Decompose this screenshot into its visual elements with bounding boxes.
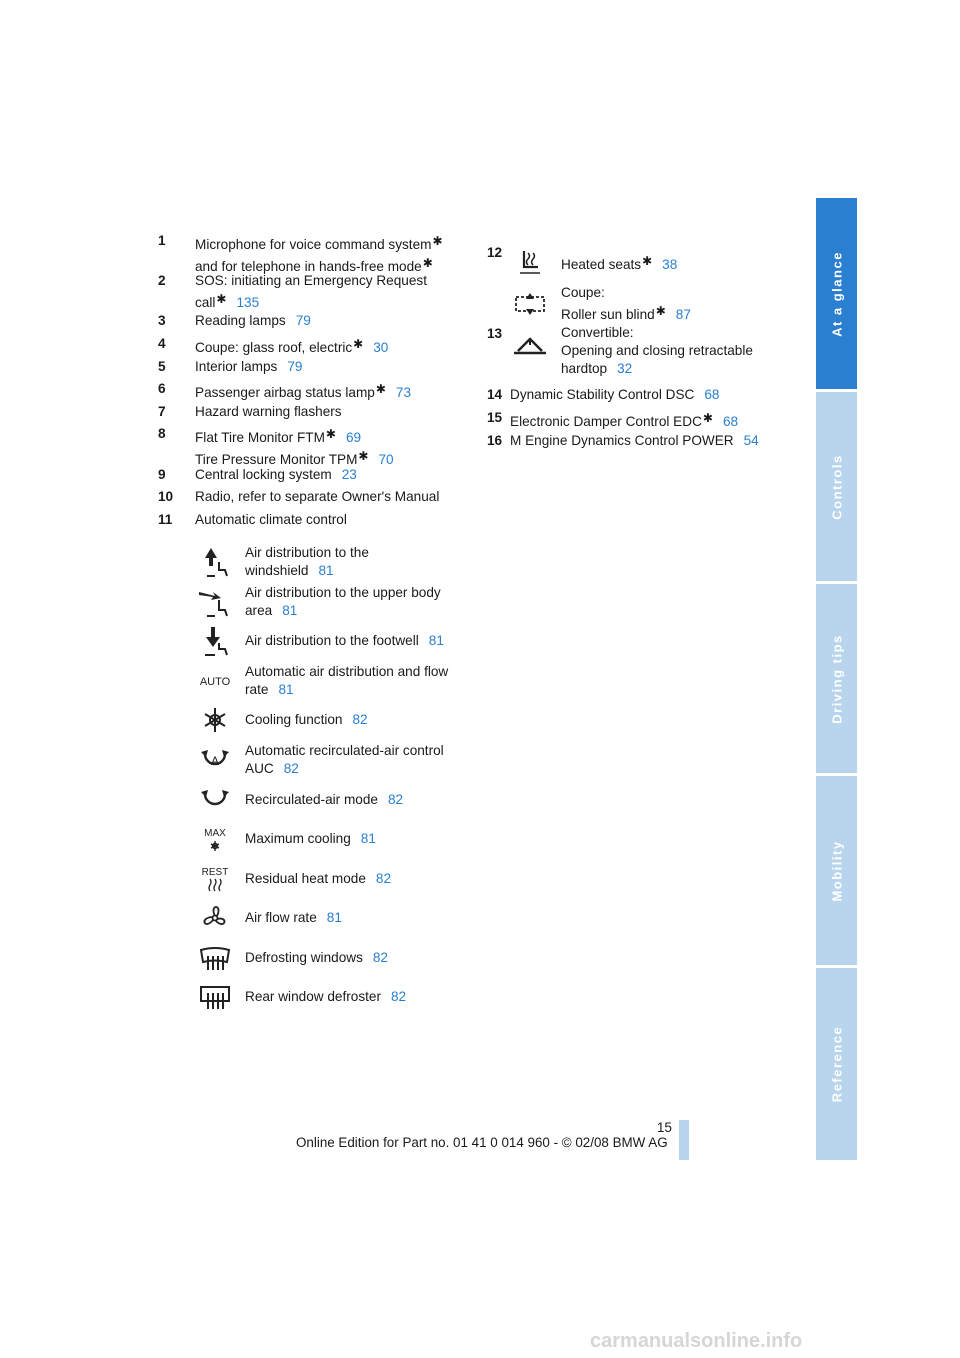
climate-row xyxy=(197,662,467,700)
climate-text: Automatic recirculated-air control xyxy=(245,743,444,758)
list-item xyxy=(158,511,478,529)
watermark: carmanualsonline.info xyxy=(590,1330,803,1352)
list-item xyxy=(158,403,478,421)
climate-text: Rear window defroster xyxy=(245,989,381,1004)
page-ref-link[interactable]: 81 xyxy=(278,682,294,697)
climate-description xyxy=(245,830,470,848)
climate-description xyxy=(245,711,470,729)
page-ref-link[interactable]: 82 xyxy=(283,761,299,776)
climate-text: Cooling function xyxy=(245,712,343,727)
fan-icon xyxy=(197,902,233,934)
climate-text-line xyxy=(245,663,470,681)
climate-description xyxy=(245,791,470,809)
page-ref-link[interactable]: 68 xyxy=(704,387,720,402)
climate-text-line xyxy=(245,830,470,848)
option-star: ✱ xyxy=(642,254,653,268)
item-text-line xyxy=(158,272,478,290)
footer-text: Online Edition for Part no. 01 41 0 014 960 - © 02/08 BMW AG xyxy=(296,1135,668,1150)
climate-text: area xyxy=(245,603,273,618)
list-item xyxy=(158,380,478,402)
climate-text-line xyxy=(245,584,470,602)
page-ref-link[interactable]: 69 xyxy=(345,430,362,445)
item-number: 13 xyxy=(487,326,503,341)
climate-text-line xyxy=(245,988,470,1006)
climate-text-line xyxy=(245,632,470,650)
page-ref-link[interactable]: 81 xyxy=(318,563,334,578)
item-number: 6 xyxy=(158,381,166,396)
item-number: 7 xyxy=(158,404,166,419)
item-text: Passenger airbag status lamp xyxy=(195,385,375,400)
item-text-line xyxy=(487,409,787,431)
item-text: Tire Pressure Monitor TPM xyxy=(195,452,358,467)
item-text: call xyxy=(195,295,216,310)
climate-row xyxy=(197,622,467,660)
list-item xyxy=(158,466,478,484)
svg-text:REST: REST xyxy=(201,867,229,878)
item-text-line xyxy=(487,432,787,450)
page-ref-link[interactable]: 81 xyxy=(326,910,342,925)
page-ref-link[interactable]: 82 xyxy=(387,792,404,807)
list-item xyxy=(487,386,787,404)
item-text-line xyxy=(158,466,478,484)
item-text: Interior lamps xyxy=(195,359,278,374)
item-text: Flat Tire Monitor FTM xyxy=(195,430,325,445)
tab-controls[interactable]: Controls xyxy=(816,392,857,581)
page-ref-link[interactable]: 54 xyxy=(743,433,759,448)
page-ref-link[interactable]: 87 xyxy=(675,307,691,322)
roller-blind-label: Roller sun blind xyxy=(561,307,655,322)
list-item xyxy=(158,358,478,376)
item-number: 9 xyxy=(158,467,166,482)
climate-text-line xyxy=(245,791,470,809)
item-number: 16 xyxy=(487,433,503,448)
list-item xyxy=(158,232,478,276)
item-text-line xyxy=(158,403,478,421)
list-item xyxy=(487,409,787,431)
option-star: ✱ xyxy=(353,337,364,351)
climate-text: Maximum cooling xyxy=(245,831,351,846)
climate-row xyxy=(197,978,467,1016)
climate-description xyxy=(245,988,470,1006)
item-number: 11 xyxy=(158,512,173,527)
snowflake-icon xyxy=(197,704,233,736)
item-text: Radio, refer to separate Owner's Manual xyxy=(195,489,440,504)
sun-blind-icon xyxy=(513,289,547,317)
climate-text-line xyxy=(245,711,470,729)
item-number: 12 xyxy=(487,245,503,260)
climate-text-line xyxy=(245,681,470,699)
climate-row xyxy=(197,741,467,779)
heated-seats-row xyxy=(514,247,814,277)
roof-block xyxy=(561,284,753,378)
climate-text: windshield xyxy=(245,563,309,578)
climate-text-line xyxy=(245,909,470,927)
climate-row xyxy=(197,860,467,898)
climate-row xyxy=(197,820,467,858)
item-text: and for telephone in hands-free mode xyxy=(195,259,422,274)
page-ref-link[interactable]: 68 xyxy=(722,414,739,429)
list-item xyxy=(158,272,478,312)
climate-text: Defrosting windows xyxy=(245,950,363,965)
page-ref-link[interactable]: 79 xyxy=(295,313,311,328)
rest-heat-icon xyxy=(197,863,233,895)
climate-text: Air distribution to the footwell xyxy=(245,633,419,648)
item-text: Reading lamps xyxy=(195,313,286,328)
item-text: M Engine Dynamics Control POWER xyxy=(510,433,734,448)
item-text-line xyxy=(487,386,787,404)
item-text-line xyxy=(158,425,478,447)
climate-row xyxy=(197,899,467,937)
page-ref-link[interactable]: 70 xyxy=(378,452,394,467)
climate-text: Air distribution to the upper body xyxy=(245,585,441,600)
page-ref-link[interactable]: 135 xyxy=(236,295,260,310)
tab-at-a-glance[interactable]: At a glance xyxy=(816,198,857,389)
hardtop-line-2: hardtop xyxy=(561,361,608,376)
hardtop-line-1: Opening and closing retractable xyxy=(561,343,753,358)
item-number: 5 xyxy=(158,359,166,374)
climate-description xyxy=(245,909,470,927)
page-ref-link[interactable]: 30 xyxy=(373,340,389,355)
page-ref-link[interactable]: 81 xyxy=(360,831,376,846)
climate-row xyxy=(197,701,467,739)
item-text: Dynamic Stability Control DSC xyxy=(510,387,695,402)
section-tabs xyxy=(816,198,857,1160)
item-text: Coupe: glass roof, electric xyxy=(195,340,353,355)
climate-description xyxy=(245,870,470,888)
page-number: 15 xyxy=(656,1120,672,1135)
page-ref-link[interactable]: 82 xyxy=(352,712,368,727)
list-item xyxy=(158,312,478,330)
climate-row xyxy=(197,583,467,621)
item-number: 15 xyxy=(487,410,503,425)
svg-text:MAX: MAX xyxy=(204,828,226,839)
tab-mobility[interactable]: Mobility xyxy=(816,776,857,965)
coupe-label: Coupe: xyxy=(561,285,605,300)
option-star: ✱ xyxy=(422,256,433,270)
page-ref-link[interactable]: 81 xyxy=(282,603,298,618)
climate-text-line xyxy=(245,602,470,620)
item-number: 3 xyxy=(158,313,166,328)
option-star: ✱ xyxy=(432,234,443,248)
climate-description xyxy=(245,742,470,778)
climate-row xyxy=(197,939,467,977)
climate-text: Automatic air distribution and flow xyxy=(245,664,449,679)
option-star: ✱ xyxy=(702,411,713,425)
item-number: 1 xyxy=(158,233,166,248)
page-ref-link[interactable]: 82 xyxy=(391,989,407,1004)
option-star: ✱ xyxy=(325,427,336,441)
heated-seats-label: Heated seats xyxy=(561,257,642,272)
air-footwell-icon xyxy=(197,625,233,657)
climate-row xyxy=(197,543,467,581)
option-star: ✱ xyxy=(375,382,386,396)
convertible-hardtop-icon xyxy=(512,333,548,359)
tab-reference[interactable]: Reference xyxy=(816,968,857,1160)
climate-text-line xyxy=(245,870,470,888)
svg-text:A: A xyxy=(210,754,220,768)
climate-text-line xyxy=(245,949,470,967)
page-ref-link[interactable]: 82 xyxy=(375,871,392,886)
auto-icon xyxy=(197,665,233,697)
item-text-line xyxy=(158,511,478,529)
air-upper-body-icon xyxy=(197,586,233,618)
list-item xyxy=(158,425,478,469)
heated-seat-icon xyxy=(514,247,546,277)
max-cooling-icon xyxy=(197,823,233,855)
climate-description xyxy=(245,663,470,699)
climate-text-line xyxy=(245,562,470,580)
svg-text:AUTO: AUTO xyxy=(199,676,231,688)
list-item xyxy=(158,335,478,357)
page-ref-link[interactable]: 79 xyxy=(287,359,303,374)
item-text-line xyxy=(158,488,478,506)
page-ref-link[interactable]: 38 xyxy=(662,257,678,272)
defrost-windshield-icon xyxy=(197,942,233,974)
climate-row xyxy=(197,781,467,819)
climate-text: Recirculated-air mode xyxy=(245,792,378,807)
climate-description xyxy=(245,584,470,620)
item-text-line xyxy=(158,232,478,254)
rear-defrost-icon xyxy=(197,981,233,1013)
page-ref-link[interactable]: 82 xyxy=(372,950,388,965)
page-ref-link[interactable]: 23 xyxy=(341,467,357,482)
climate-text: rate xyxy=(245,682,269,697)
tab-driving-tips[interactable]: Driving tips xyxy=(816,584,857,773)
climate-description xyxy=(245,632,470,650)
item-text: Central locking system xyxy=(195,467,332,482)
item-number: 8 xyxy=(158,426,166,441)
page-ref-link[interactable]: 81 xyxy=(428,633,444,648)
item-number: 14 xyxy=(487,387,503,402)
item-text-line xyxy=(158,380,478,402)
recirculation-icon xyxy=(197,784,233,816)
option-star: ✱ xyxy=(216,292,227,306)
climate-text: Residual heat mode xyxy=(245,871,366,886)
climate-text: Air flow rate xyxy=(245,910,317,925)
page-ref-link[interactable]: 73 xyxy=(395,385,412,400)
convertible-label: Convertible: xyxy=(561,325,634,340)
auc-icon xyxy=(197,744,233,776)
item-text-line xyxy=(158,312,478,330)
option-star: ✱ xyxy=(358,449,369,463)
item-text: Electronic Damper Control EDC xyxy=(510,414,702,429)
climate-description xyxy=(245,544,470,580)
list-item xyxy=(487,432,787,450)
item-number: 10 xyxy=(158,489,174,504)
climate-text: AUC xyxy=(245,761,274,776)
item-text-line xyxy=(158,358,478,376)
item-text-line xyxy=(158,290,478,312)
item-number: 2 xyxy=(158,273,166,288)
climate-description xyxy=(245,949,470,967)
item-text: Microphone for voice command system xyxy=(195,237,432,252)
option-star: ✱ xyxy=(655,304,666,318)
item-number: 4 xyxy=(158,336,166,351)
air-windshield-icon xyxy=(197,546,233,578)
item-text-line xyxy=(158,335,478,357)
climate-text-line xyxy=(245,760,470,778)
climate-text-line xyxy=(245,742,470,760)
item-text: Automatic climate control xyxy=(195,512,347,527)
climate-text-line xyxy=(245,544,470,562)
item-text: SOS: initiating an Emergency Request xyxy=(195,273,427,288)
page-ref-link[interactable]: 32 xyxy=(617,361,633,376)
list-item xyxy=(158,488,478,506)
item-text: Hazard warning flashers xyxy=(195,404,342,419)
climate-text: Air distribution to the xyxy=(245,545,369,560)
